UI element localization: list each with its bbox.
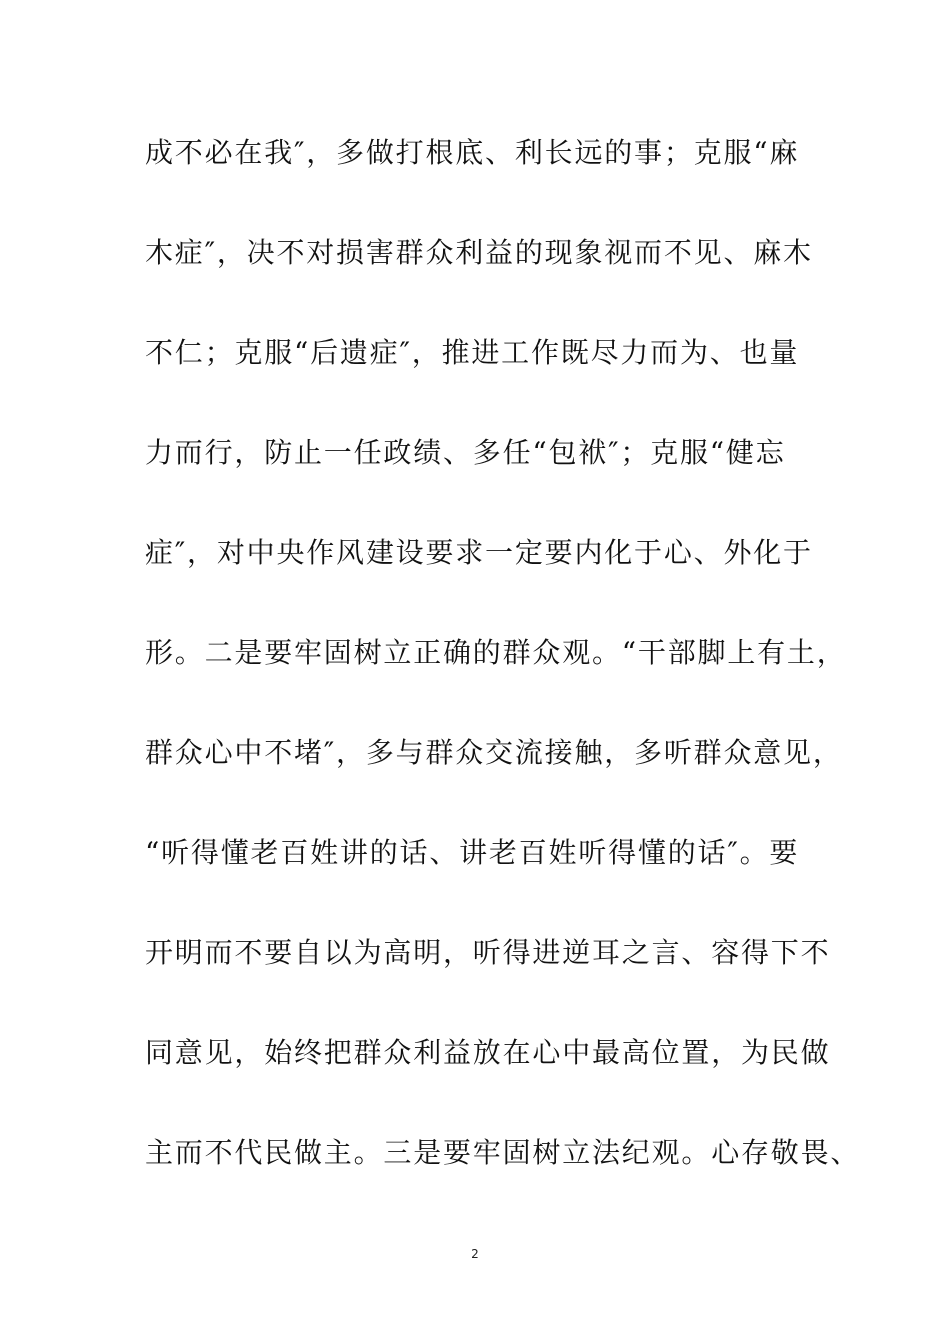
text-line-9: 开明而不要自以为高明，听得进逆耳之言、容得下不 xyxy=(145,936,831,969)
text-line-7: 群众心中不堵″，多与群众交流接触，多听群众意见， xyxy=(145,736,843,769)
text-line-6: 形。二是要牢固树立正确的群众观。“干部脚上有土， xyxy=(145,636,847,669)
body-text xyxy=(145,128,861,1228)
text-line-5: 症″，对中央作风建设要求一定要内化于心、外化于 xyxy=(145,536,813,569)
text-line-11: 主而不代民做主。三是要牢固树立法纪观。心存敬畏、 xyxy=(145,1136,861,1169)
text-line-3: 不仁；克服“后遗症″，推进工作既尽力而为、也量 xyxy=(145,336,800,369)
text-line-1: 成不必在我″，多做打根底、利长远的事；克服“麻 xyxy=(145,136,800,169)
page-number: 2 xyxy=(471,1247,479,1261)
text-line-8: “听得懂老百姓讲的话、讲老百姓听得懂的话″。要 xyxy=(145,836,800,869)
text-line-4: 力而行，防止一任政绩、多任“包袱″；克服“健忘 xyxy=(145,436,786,469)
text-line-2: 木症″，决不对损害群众利益的现象视而不见、麻木 xyxy=(145,236,813,269)
text-line-10: 同意见，始终把群众利益放在心中最高位置，为民做 xyxy=(145,1036,831,1069)
